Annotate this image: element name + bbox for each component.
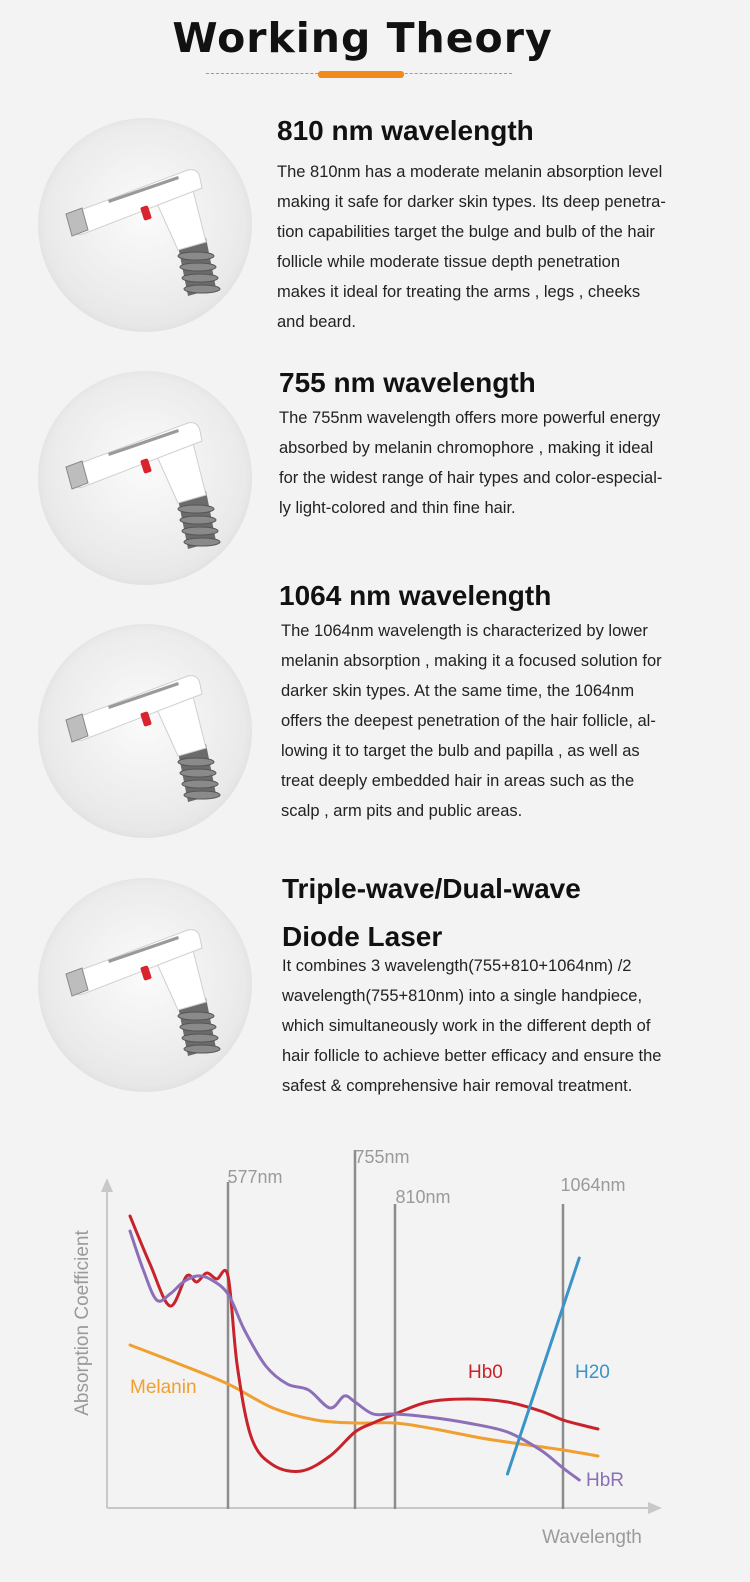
section-body (281, 616, 662, 826)
series-label-HbR: HbR (586, 1470, 625, 1491)
diode-laser-handpiece-icon (38, 371, 252, 585)
tip-ring (184, 285, 220, 293)
tip-ring (178, 252, 214, 260)
section-heading: 810 nm wavelength (277, 115, 534, 146)
series-label-H20: H20 (575, 1362, 610, 1383)
tip-ring (180, 516, 216, 524)
tip-ring (180, 1023, 216, 1031)
product-image-circle (38, 118, 252, 332)
tip-ring (178, 505, 214, 513)
body-line: tion capabilities target the bulge and bulb of the hair (277, 223, 655, 241)
page-title: Working Theory (172, 14, 553, 62)
body-line: It combines 3 wavelength(755+810+1064nm) /2 (282, 957, 632, 975)
section-heading: Diode Laser (282, 921, 443, 952)
marker-label-810nm: 810nm (395, 1187, 451, 1207)
tip-ring (180, 263, 216, 271)
diode-laser-handpiece-icon (38, 878, 252, 1092)
y-axis-arrow (101, 1178, 113, 1192)
tip-ring (182, 527, 218, 535)
tip-ring (180, 769, 216, 777)
section-heading: 1064 nm wavelength (279, 580, 552, 611)
body-line: for the widest range of hair types and color-especial- (279, 469, 663, 487)
tip-ring (182, 780, 218, 788)
body-line: The 1064nm wavelength is characterized by lower (281, 622, 648, 640)
section-heading: Triple-wave/Dual-wave (282, 873, 581, 904)
diode-laser-handpiece-icon (38, 118, 252, 332)
tip-ring (182, 1034, 218, 1042)
y-axis-label: Absorption Coefficient (72, 1230, 93, 1416)
tip-ring (184, 791, 220, 799)
series-line-Melanin (130, 1345, 598, 1456)
body-line: follicle while moderate tissue depth penetration (277, 253, 621, 271)
series-label-Hb0: Hb0 (468, 1362, 503, 1383)
body-line: and beard. (277, 313, 356, 331)
marker-label-577nm: 577nm (227, 1167, 283, 1187)
series-line-Hb0 (130, 1216, 598, 1471)
body-line: ly light-colored and thin fine hair. (279, 499, 516, 517)
marker-label-755nm: 755nm (354, 1147, 410, 1167)
series-line-H20 (507, 1258, 579, 1474)
title-accent-bar (318, 71, 404, 78)
diode-laser-handpiece-icon (38, 624, 252, 838)
body-line: making it safe for darker skin types. Its deep penetra- (277, 193, 666, 211)
marker-label-1064nm: 1064nm (560, 1175, 626, 1195)
absorption-chart (0, 1120, 750, 1560)
body-line: makes it ideal for treating the arms , legs , cheeks (277, 283, 641, 301)
tip-ring (184, 1045, 220, 1053)
section-body (282, 951, 661, 1101)
section-body (279, 403, 662, 523)
tip-ring (178, 758, 214, 766)
x-axis-arrow (648, 1502, 662, 1514)
body-line: absorbed by melanin chromophore , making it ideal (279, 439, 654, 457)
body-line: melanin absorption , making it a focused solution for (281, 652, 662, 670)
body-line: offers the deepest penetration of the hair follicle, al- (281, 712, 656, 730)
body-line: The 755nm wavelength offers more powerful energy (279, 409, 661, 427)
section-heading: 755 nm wavelength (279, 367, 536, 398)
product-image-circle (38, 371, 252, 585)
body-line: which simultaneously work in the different depth of (282, 1017, 651, 1035)
body-line: darker skin types. At the same time, the 1064nm (281, 682, 635, 700)
body-line: wavelength(755+810nm) into a single handpiece, (282, 987, 643, 1005)
body-line: lowing it to target the bulb and papilla , as well as (281, 742, 640, 760)
body-line: hair follicle to achieve better efficacy and ensure the (282, 1047, 662, 1065)
body-line: The 810nm has a moderate melanin absorption level (277, 163, 663, 181)
tip-ring (182, 274, 218, 282)
body-line: scalp , arm pits and public areas. (281, 802, 523, 820)
body-line: safest & comprehensive hair removal treatment. (282, 1077, 633, 1095)
tip-ring (184, 538, 220, 546)
series-label-Melanin: Melanin (130, 1377, 197, 1398)
body-line: treat deeply embedded hair in areas such as the (281, 772, 635, 790)
product-image-circle (38, 878, 252, 1092)
section-body (277, 157, 666, 337)
x-axis-label: Wavelength (542, 1527, 642, 1548)
product-image-circle (38, 624, 252, 838)
tip-ring (178, 1012, 214, 1020)
